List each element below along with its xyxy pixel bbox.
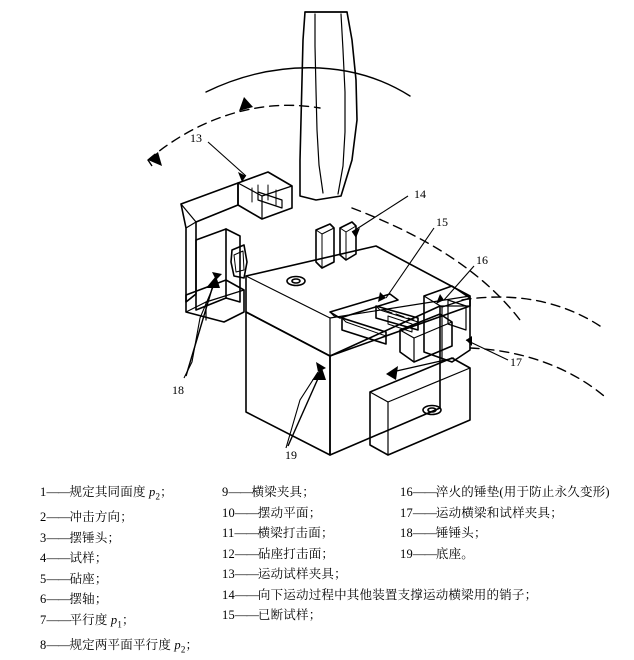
legend-item	[40, 569, 240, 590]
legend-item-dash: ——	[46, 637, 70, 652]
left-column	[196, 229, 226, 310]
legend-item	[222, 605, 402, 626]
legend-column-3	[400, 482, 630, 564]
legend-item-dash: ——	[234, 546, 258, 561]
legend-item-subscript: 2	[180, 644, 186, 654]
legend-item-label: 砧座；	[69, 571, 108, 586]
specimen-bar	[330, 294, 398, 318]
legend-item-number: 1	[40, 485, 47, 499]
legend-item	[222, 503, 402, 524]
callout-19: 19	[285, 448, 297, 462]
legend-item-label: 规定其同面度	[69, 485, 149, 499]
legend-item-number: 2	[40, 510, 47, 524]
legend-item-dash: ——	[234, 587, 258, 602]
legend-item-dash: ——	[46, 612, 70, 627]
anvil-pedestal	[370, 358, 470, 455]
legend-item-label: 运动试样夹具；	[257, 567, 347, 581]
legend-item	[222, 585, 538, 606]
base-front-face	[246, 312, 330, 455]
legend-item	[40, 482, 240, 507]
legend-item	[400, 523, 630, 544]
legend-column-1	[40, 482, 240, 660]
legend-item-label: 锤锤头；	[435, 526, 487, 540]
legend-item-subscript: 2	[155, 491, 161, 502]
bolt-hole-left	[287, 277, 305, 286]
legend-item-dash: ——	[234, 608, 258, 622]
legend-item-number: 19	[400, 546, 413, 561]
legend-item-number: 7	[40, 612, 47, 627]
legend-item-number: 15	[222, 608, 235, 622]
legend-item-label: 规定两平面平行度	[69, 637, 175, 652]
legend-item-number: 9	[222, 485, 229, 499]
legend-item	[40, 635, 240, 660]
legend-item-dash: ——	[234, 526, 258, 540]
swing-arc-right-lower	[470, 348, 604, 396]
legend-item-dash: ——	[412, 526, 436, 540]
legend-item-number: 17	[400, 505, 413, 520]
swing-arc-top	[206, 68, 410, 96]
legend-item-dash: ——	[46, 551, 70, 565]
legend-item-label: 向下运动过程中其他装置支撑运动横梁用的销子；	[257, 587, 538, 602]
legend-item-dash: ——	[234, 505, 258, 520]
legend-item-label: 冲击方向；	[69, 510, 133, 524]
legend-item-number: 13	[222, 567, 235, 581]
callout-15: 15	[436, 215, 448, 229]
legend-item	[40, 548, 240, 569]
callout-14: 14	[414, 187, 426, 201]
legend-item-label: 摆动平面；	[257, 505, 322, 520]
legend-item-dash: ——	[228, 485, 252, 499]
latch-hook	[231, 245, 247, 278]
leader-arrowheads	[212, 172, 472, 372]
legend-item-label: 运动横梁和试样夹具；	[435, 505, 563, 520]
legend-item-dash: ——	[412, 485, 436, 499]
legend-item-number: 5	[40, 571, 47, 586]
legend-item-number: 10	[222, 505, 235, 520]
callout-18: 18	[172, 383, 184, 397]
legend-item-label: 底座。	[435, 546, 475, 561]
left-column-side	[226, 229, 240, 302]
legend-item-dash: ——	[412, 546, 436, 561]
legend-item-number: 16	[400, 485, 413, 499]
callout-13: 13	[190, 131, 202, 145]
legend-item-number: 6	[40, 592, 47, 606]
legend-item	[40, 589, 240, 610]
legend-item-dash: ——	[46, 530, 70, 545]
legend-item	[222, 523, 402, 544]
legend-item-number: 14	[222, 587, 235, 602]
legend-item-label: 砧座打击面；	[257, 546, 335, 561]
legend-item	[400, 503, 630, 524]
legend-item-tail: ；	[185, 637, 199, 652]
legend-item-tail: ；	[122, 612, 135, 627]
legend-item	[222, 544, 402, 565]
legend-item	[400, 544, 630, 565]
legend-item-number: 3	[40, 530, 47, 545]
legend-item-symbol: p	[148, 485, 156, 499]
legend-item-dash: ——	[46, 592, 70, 606]
support-pin-left	[316, 224, 334, 268]
legend-item-number: 18	[400, 526, 413, 540]
legend-item-number: 11	[222, 526, 235, 540]
callout-17: 17	[510, 355, 522, 369]
legend-item-label: 横梁打击面；	[257, 526, 334, 540]
callout-16: 16	[476, 253, 488, 267]
legend-item	[222, 482, 402, 503]
legend	[0, 472, 634, 654]
swing-arc-left	[148, 105, 320, 160]
legend-item-label: 平行度	[69, 612, 111, 627]
legend-item-dash: ——	[234, 567, 258, 581]
legend-item-dash: ——	[46, 485, 70, 499]
legend-item-label: 试样；	[69, 551, 108, 565]
legend-item-number: 12	[222, 546, 235, 561]
legend-item-dash: ——	[46, 510, 70, 524]
swing-arc-right	[462, 297, 600, 326]
legend-item-label: 横梁夹具；	[251, 485, 315, 499]
legend-item-dash: ——	[46, 571, 70, 586]
legend-item	[400, 482, 630, 503]
legend-item-label: 摆轴；	[69, 592, 108, 606]
legend-item-symbol: p	[174, 637, 181, 652]
pointer-arrows	[186, 282, 454, 446]
legend-item-label: 已断试样；	[257, 608, 322, 622]
legend-item-symbol: p	[110, 612, 118, 627]
legend-item-number: 8	[40, 637, 47, 652]
legend-item-tail: ；	[160, 485, 173, 499]
legend-item-dash: ——	[412, 505, 436, 520]
legend-item-label: 淬火的锤垫(用于防止永久变形)	[435, 485, 610, 499]
leader-lines	[184, 142, 508, 448]
legend-item	[40, 610, 240, 635]
legend-item	[40, 528, 240, 549]
legend-item-label: 摆锤头；	[69, 530, 121, 545]
legend-item-number: 4	[40, 551, 47, 565]
legend-item	[40, 507, 240, 528]
legend-item-subscript: 1	[117, 619, 123, 629]
legend-item	[222, 564, 402, 585]
bolt-hole-right	[423, 406, 441, 415]
